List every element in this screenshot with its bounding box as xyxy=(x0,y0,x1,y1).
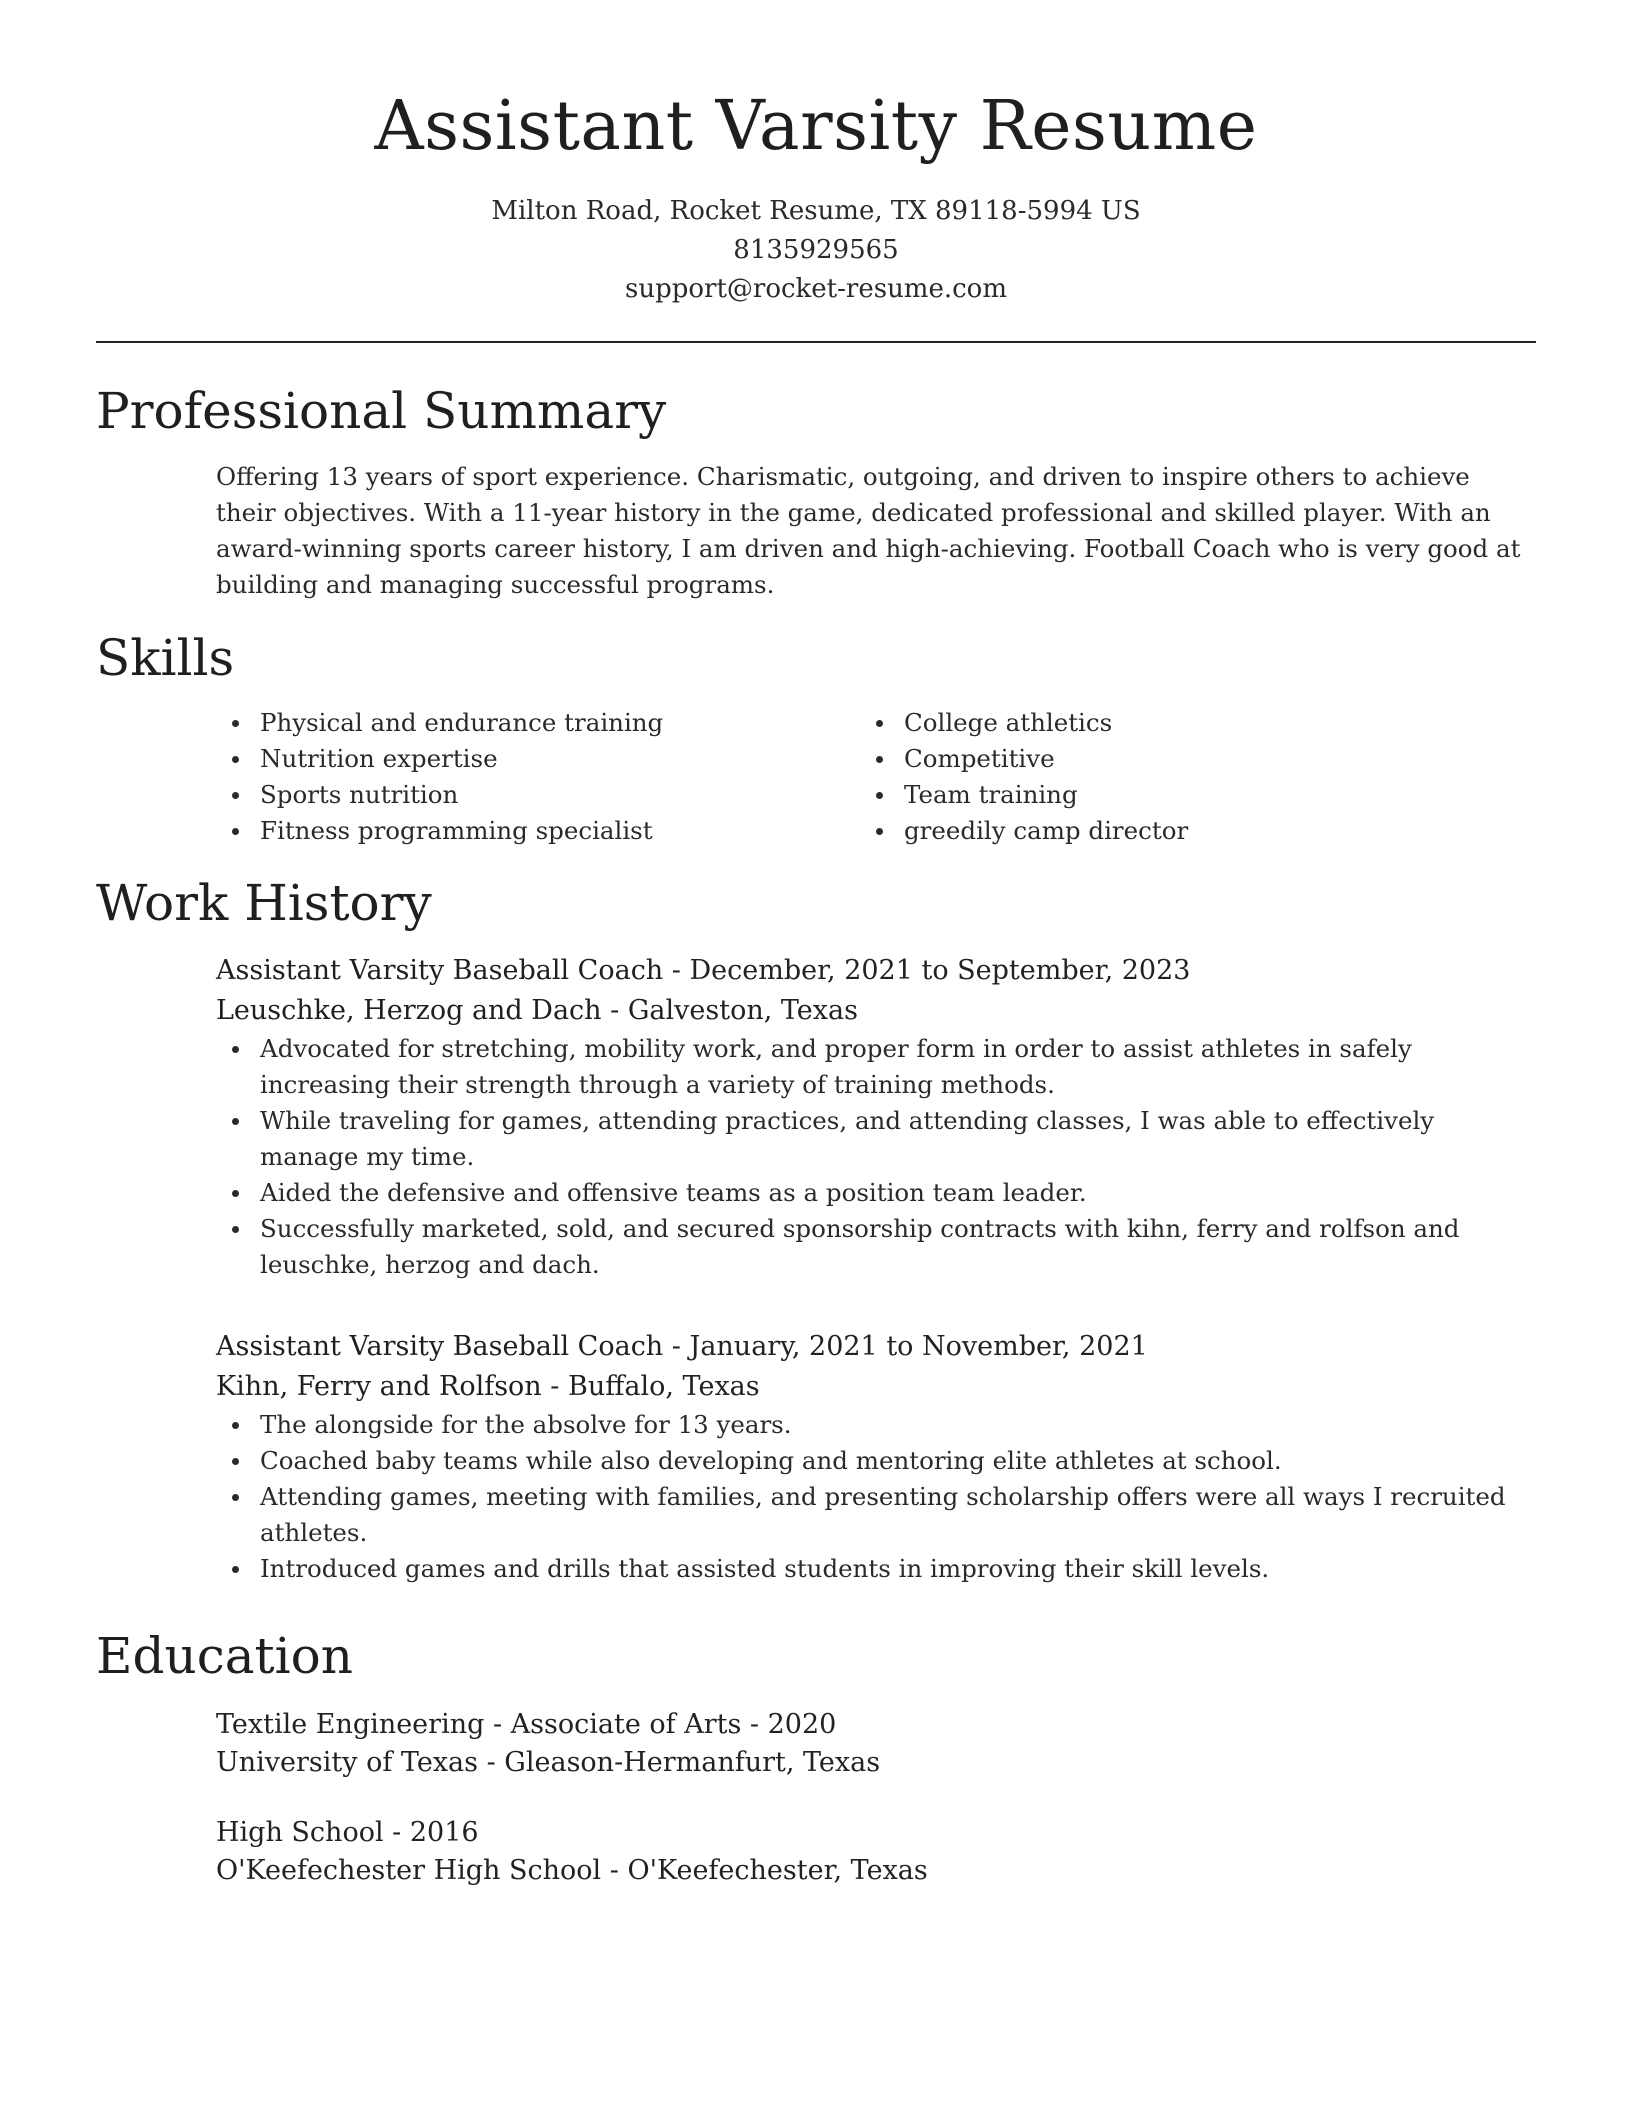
summary-text: Offering 13 years of sport experience. Charismatic, outgoing, and driven to inspire others to achieve their objectives. With a 11-year history in the game, dedicated professional and skilled player. With an award-winning sports career history, I am driven and high-achieving. Football Coach who is very good at building and managing successful programs. xyxy=(216,462,1521,599)
education-heading: Education xyxy=(96,1627,353,1685)
job-bullet: Advocated for stretching, mobility work, and proper form in order to assist athletes in safely increasing their strength through a variety of training methods. xyxy=(216,1031,1526,1103)
skill-item: Sports nutrition xyxy=(216,777,836,813)
job-title: Assistant Varsity Baseball Coach xyxy=(216,1331,664,1362)
contact-info xyxy=(96,192,1536,309)
education-degree: High School xyxy=(216,1817,384,1848)
resume-name: Assistant Varsity Resume xyxy=(374,87,1258,166)
contact-phone: 8135929565 xyxy=(733,235,899,265)
job-dates: - January, 2021 to November, 2021 xyxy=(663,1331,1148,1362)
job-bullet: Successfully marketed, sold, and secured sponsorship contracts with kihn, ferry and rolfson and leuschke, herzog and dach. xyxy=(216,1211,1526,1283)
job-company: Leuschke, Herzog and Dach xyxy=(216,995,602,1026)
job-title-line xyxy=(216,1327,1526,1367)
education-school: University of Texas xyxy=(216,1747,478,1778)
education-degree-line xyxy=(216,1706,1526,1744)
summary-heading: Professional Summary xyxy=(96,382,667,440)
job-bullets xyxy=(216,1031,1526,1283)
skill-item: Nutrition expertise xyxy=(216,741,836,777)
skill-item: College athletics xyxy=(860,705,1480,741)
job-bullet: Aided the defensive and offensive teams as a position team leader. xyxy=(216,1175,1526,1211)
education-school-line xyxy=(216,1852,1526,1890)
job-location: - Buffalo, Texas xyxy=(541,1371,760,1402)
job-bullet: The alongside for the absolve for 13 years. xyxy=(216,1407,1526,1443)
job-location: - Galveston, Texas xyxy=(601,995,858,1026)
education-degree: Textile Engineering - Associate of Arts xyxy=(216,1709,742,1740)
job-company-line xyxy=(216,1367,1526,1407)
job-bullet: Introduced games and drills that assisted students in improving their skill levels. xyxy=(216,1551,1526,1587)
job-company-line xyxy=(216,991,1526,1031)
education-location: - Gleason-Hermanfurt, Texas xyxy=(478,1747,881,1778)
skill-item: Fitness programming specialist xyxy=(216,813,836,849)
education-degree-line xyxy=(216,1814,1526,1852)
education-year: - 2016 xyxy=(383,1817,479,1848)
education-entry xyxy=(216,1814,1526,1890)
job-dates: - December, 2021 to September, 2023 xyxy=(663,955,1191,986)
job-bullet: Coached baby teams while also developing and mentoring elite athletes at school. xyxy=(216,1443,1526,1479)
education-entry xyxy=(216,1706,1526,1782)
job-entry xyxy=(216,951,1526,1283)
header-divider xyxy=(96,341,1536,343)
skills-column-left xyxy=(216,705,836,849)
education-year: - 2020 xyxy=(741,1709,837,1740)
education-school-line xyxy=(216,1744,1526,1782)
skill-item: greedily camp director xyxy=(860,813,1480,849)
job-bullet: Attending games, meeting with families, and presenting scholarship offers were all ways I recruited athletes. xyxy=(216,1479,1526,1551)
education-school: O'Keefechester High School xyxy=(216,1855,602,1886)
skills-heading: Skills xyxy=(96,629,235,687)
job-bullets xyxy=(216,1407,1526,1587)
skill-item: Team training xyxy=(860,777,1480,813)
work-history-heading: Work History xyxy=(96,874,432,932)
skill-item: Competitive xyxy=(860,741,1480,777)
contact-email: support@rocket-resume.com xyxy=(624,274,1007,304)
job-entry xyxy=(216,1327,1526,1587)
education-location: - O'Keefechester, Texas xyxy=(601,1855,928,1886)
skill-item: Physical and endurance training xyxy=(216,705,836,741)
job-title-line xyxy=(216,951,1526,991)
contact-address: Milton Road, Rocket Resume, TX 89118-5994 US xyxy=(491,196,1141,226)
resume-header xyxy=(96,84,1536,309)
skills-column-right xyxy=(860,705,1480,849)
job-title: Assistant Varsity Baseball Coach xyxy=(216,955,664,986)
job-bullet: While traveling for games, attending practices, and attending classes, I was able to effectively manage my time. xyxy=(216,1103,1526,1175)
job-company: Kihn, Ferry and Rolfson xyxy=(216,1371,542,1402)
